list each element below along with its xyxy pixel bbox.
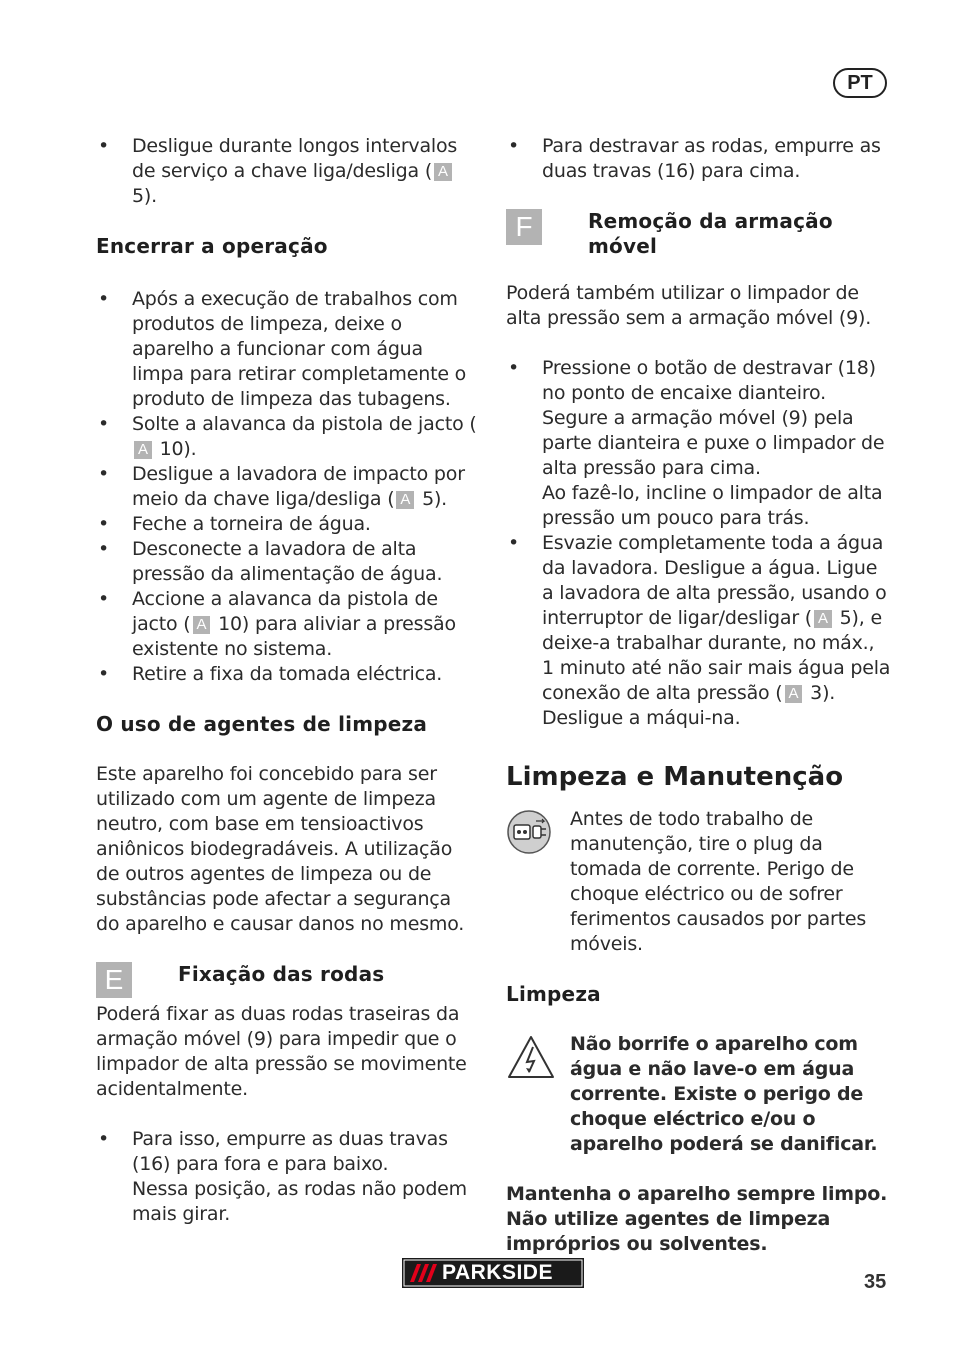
figure-ref-badge: A xyxy=(785,685,803,703)
section-title-wheels: Fixação das rodas xyxy=(178,962,385,986)
left-column xyxy=(96,134,480,1227)
frame-paragraph: Poderá também utilizar o limpador de alta pressão sem a armação móvel (9). xyxy=(506,282,872,329)
section-title-maintenance: Limpeza e Manutenção xyxy=(506,762,844,792)
wheels-bullet-list xyxy=(96,1127,480,1227)
page-number: 35 xyxy=(864,1271,887,1293)
language-badge: PT xyxy=(833,68,887,98)
figure-ref-badge: A xyxy=(134,441,152,459)
wheels-paragraph: Poderá fixar as duas rodas traseiras da armação móvel (9) para impedir que o limpador de alta pressão se movimente acidentalmente. xyxy=(96,1003,467,1100)
list-item: • Desconecte a lavadora de alta pressão da alimentação de água. xyxy=(96,537,480,587)
figure-letter-badge: F xyxy=(506,209,542,245)
section-title-frame: Remoção da armação móvel xyxy=(588,209,833,258)
figure-ref-badge: A xyxy=(396,491,414,509)
figure-ref-badge: A xyxy=(193,616,211,634)
brand-name: PARKSIDE xyxy=(442,1261,553,1284)
electric-warning xyxy=(506,1032,892,1157)
list-item: • Accione a alavanca da pistola de jacto ( A 10) para aliviar a pressão existente no sistema. xyxy=(96,587,480,662)
section-title-stop: Encerrar a operação xyxy=(96,234,328,258)
list-item: • Desligue durante longos intervalos de serviço a chave liga/desliga ( A 5). xyxy=(96,134,480,209)
list-item: • Retire a fixa da tomada eléctrica. xyxy=(96,662,480,687)
parkside-logo xyxy=(402,1258,584,1288)
agents-paragraph: Este aparelho foi concebido para ser utilizado com um agente de limpeza neutro, com base em tensioactivos aniônicos biodegradáveis. A utilização de outros agentes de limpeza ou de substâncias pode afectar a segurança do aparelho e causar danos no mesmo. xyxy=(96,763,465,935)
intro-bullet-list xyxy=(96,134,480,209)
list-item: • Feche a torneira de água. xyxy=(96,512,480,537)
frame-bullet-list xyxy=(506,356,892,731)
figure-ref-badge: A xyxy=(814,610,832,628)
section-subtitle-cleaning: Limpeza xyxy=(506,982,601,1006)
unplug-power-icon xyxy=(506,809,552,859)
unplug-note xyxy=(506,807,892,957)
unplug-note-text: Antes de todo trabalho de manutenção, tire o plug da tomada de corrente. Perigo de choque eléctrico ou de sofrer ferimentos causados por partes móveis. xyxy=(570,808,867,955)
list-item: • Desligue a lavadora de impacto por meio da chave liga/desliga ( A 5). xyxy=(96,462,480,512)
stop-bullet-list xyxy=(96,287,480,687)
list-item: • Após a execução de trabalhos com produtos de limpeza, deixe o aparelho a funcionar com água limpa para retirar completamente o produto de limpeza das tubagens. xyxy=(96,287,480,412)
list-item: • Pressione o botão de destravar (18) no ponto de encaixe dianteiro. Segure a armação móvel (9) pela parte dianteira e puxe o limpador de alta pressão para cima. Ao fazê-lo, incline o limpador de alta pressão um pouco para trás. xyxy=(506,356,892,531)
right-column xyxy=(506,134,892,1257)
cleaning-closing-text: Mantenha o aparelho sempre limpo. Não utilize agentes de limpeza impróprios ou solventes. xyxy=(506,1183,888,1255)
unlock-bullet-list xyxy=(506,134,892,184)
list-item: • Para destravar as rodas, empurre as duas travas (16) para cima. xyxy=(506,134,892,184)
figure-ref-badge: A xyxy=(434,163,452,181)
figure-heading-e xyxy=(96,962,480,1002)
electric-warning-text: Não borrife o aparelho com água e não lave-o em água corrente. Existe o perigo de choque eléctrico e/ou o aparelho poderá se danificar. xyxy=(570,1033,878,1155)
list-item: • Solte a alavanca da pistola de jacto (A 10). xyxy=(96,412,480,462)
electric-hazard-icon xyxy=(506,1034,556,1084)
figure-heading-f xyxy=(506,209,892,259)
list-item: • Esvazie completamente toda a água da lavadora. Desligue a água. Ligue a lavadora de alta pressão, usando o interruptor de ligar/desligar ( A 5), e deixe-a trabalhar durante, no máx., 1 minuto até não sair mais água pela conexão de alta pressão ( A 3). Desligue a máqui-na. xyxy=(506,531,892,731)
figure-letter-badge: E xyxy=(96,962,132,998)
list-item: • Para isso, empurre as duas travas (16) para fora e para baixo. Nessa posição, as rodas não podem mais girar. xyxy=(96,1127,480,1227)
section-title-agents: O uso de agentes de limpeza xyxy=(96,712,428,736)
